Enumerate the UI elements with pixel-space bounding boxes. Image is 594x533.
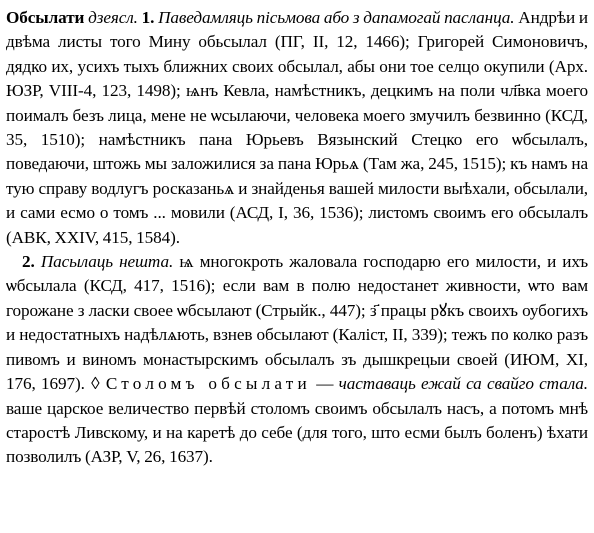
phrase-dash: —: [316, 374, 334, 394]
entry-sense-2: [6, 250, 588, 470]
citation: къ намъ на тую справу водлугъ росказаньѧ и знайденья вашей милости выѣхали, обсылали, и сами есмо о томъ ... мовили (АСД, I, 36, 1536);: [6, 154, 588, 223]
sense-number: 1.: [141, 8, 155, 27]
citation: ѩ многокроть жаловала господарю его милости, и ихъ ѡбсылала (КСД, 417, 1516);: [6, 252, 589, 296]
phrase-expression: Столомъ обсылати: [105, 374, 311, 394]
phrase-marker: ◊: [91, 374, 100, 394]
citation: Григорей Симоновичъ, дядко их, усихъ тыхъ ближних своих обсылал, абы они тое селцо окупили (Арх. ЮЗР, VIII-4, 123, 1498);: [6, 32, 588, 101]
part-of-speech: дзеясл.: [88, 8, 138, 27]
citation: листомъ своимъ его обсылалъ (АВК, XXIV, 415, 1584).: [6, 203, 588, 247]
citation: тежъ по колко разъ пивомъ и виномъ монастырскимъ обсылалъ зъ дышкрецыи своей (ИЮМ, XI, 176, 1697).: [6, 325, 588, 394]
headword: Обсылати: [6, 8, 85, 27]
citation: Андрѣи и двѣма листы того Мину обьсылал (ПГ, II, 12, 1466);: [6, 8, 589, 52]
sense-number: 2.: [22, 252, 35, 272]
citation: з҃ працы рꙋкъ своихъ оубогихъ и недостатныхъ надѣлѧють, взнев обсылают (Каліст, II, 339);: [6, 300, 588, 345]
entry-sense-1: [6, 6, 588, 250]
sense-definition: Паведамляць пісьмова або з дапамогай пасланца.: [158, 8, 515, 27]
sense-definition: Пасылаць нешта.: [40, 252, 174, 272]
citation: если вам в полю недостанет живности, ѡто вам горожане з ласки своее ѡбсылают (Стрыйк., 447);: [6, 276, 589, 320]
phrase-gloss: частаваць ежай са свайго стала.: [338, 374, 588, 394]
phrase-citation: ваше царское величество первѣй столомъ своимъ обсылалъ насъ, а потомъ мнѣ старостѣ Ливскому, и на каретѣ до себе (для того, што есми былъ боленъ) ѣхати позволилъ (АЗР, V, 26, 1637).: [6, 398, 588, 467]
citation: ѩнъ Кевла, намѣстникъ, децкимъ на поли чл҃вка моего поималъ безъ лица, мене не ѡсылаючи, человека моего змучилъ безвинно (КСД, 35, 1510);: [6, 81, 589, 150]
citation: намѣстникъ пана Юрьевъ Вязынский Стецко его ѡбсылалъ, поведаючи, штожь мы заложилися за пана Юрьѧ (Там жа, 245, 1515);: [6, 130, 589, 174]
